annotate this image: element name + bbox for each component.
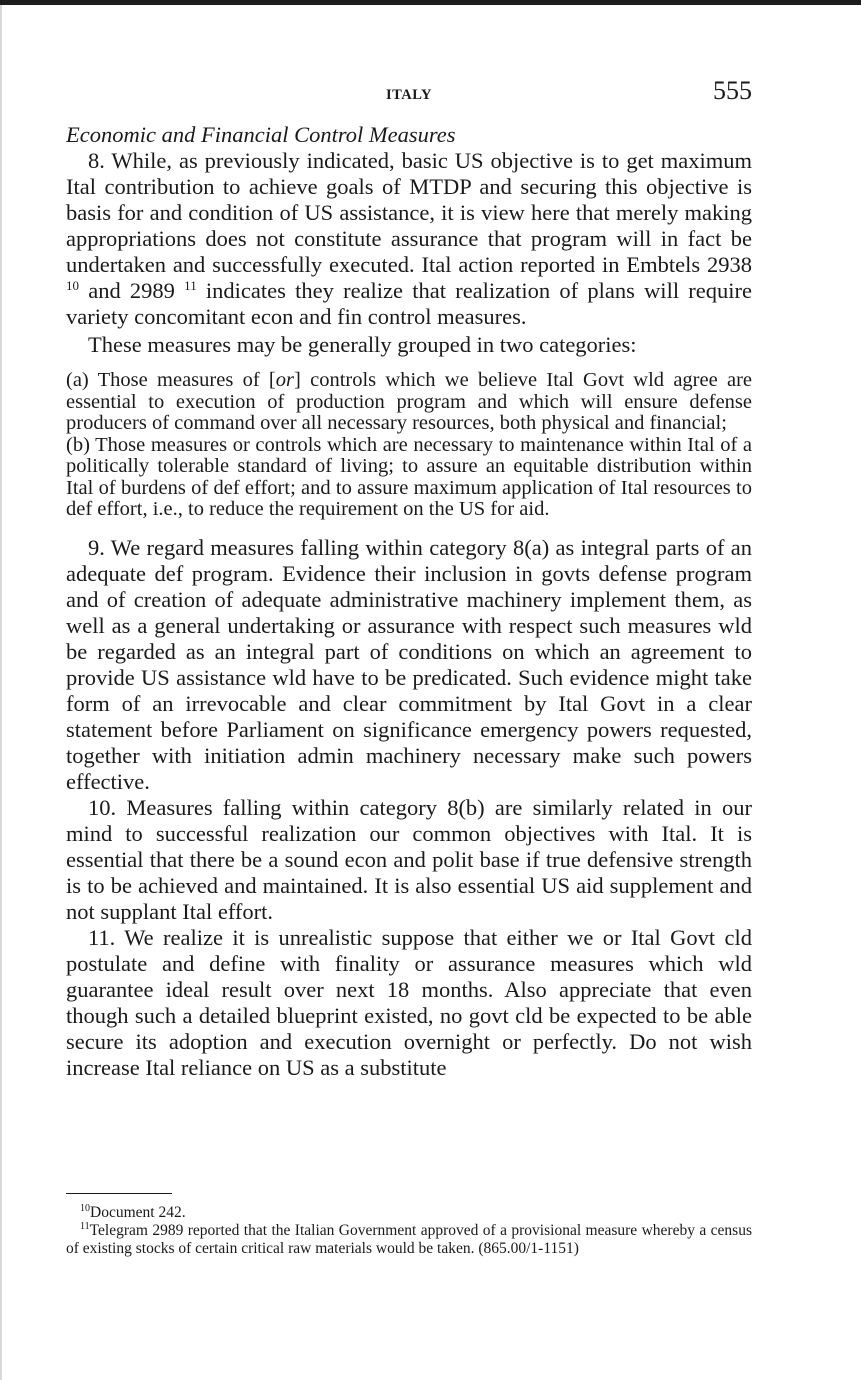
paragraph-categories-intro: These measures may be generally grouped in two categories: — [88, 332, 637, 357]
paragraph-8-text-b: and 2989 — [79, 278, 185, 303]
paragraph-8-text-c: indicates they realize that realization of plans will require variety concomitant econ and fin control measures. — [66, 278, 752, 329]
footnote-10-marker: 10 — [80, 1203, 90, 1214]
page-left-edge — [0, 5, 2, 1380]
page-top-edge — [0, 0, 861, 5]
running-title: ITALY — [385, 87, 433, 103]
category-a-before: (a) Those measures of [ — [66, 369, 276, 391]
paragraph-10: 10. Measures falling within category 8(b) are similarly related in our mind to successful realization our common objectives with Ital. It is essential that there be a sound econ and polit base if true defensive strength is to be achieved and maintained. It is also essential US aid supplement and not supplant Ital effort. — [66, 794, 752, 924]
paragraph-8-text-a: 8. While, as previously indicated, basic US objective is to get maximum Ital contribution to achieve goals of MTDP and securing this objective is basis for and condition of US assistance, it is view here that merely making appropriations does not constitute assurance that program will in fact be undertaken and successfully executed. Ital action reported in Embtels 2938 — [66, 148, 752, 277]
paragraph-11: 11. We realize it is unrealistic suppose that either we or Ital Govt cld postulate and define with finality or assurance measures which wld guarantee ideal result over next 18 months. Also appreciate that even though such a detailed blueprint existed, no govt cld be expected to be able secure its adoption and execution overnight or perfectly. Do not wish increase Ital reliance on US as a substitute — [66, 924, 752, 1080]
category-a-editorial-insert: or — [275, 369, 294, 391]
running-head — [66, 76, 752, 110]
paragraph-8 — [66, 148, 752, 330]
footnote-11-marker: 11 — [80, 1221, 90, 1232]
footnote-10-text: Document 242. — [90, 1204, 186, 1221]
footnote-ref-11: 11 — [184, 278, 197, 293]
footnotes — [66, 1204, 752, 1258]
footnote-11 — [66, 1222, 752, 1258]
document-page — [66, 76, 752, 1081]
footnote-rule — [66, 1193, 172, 1194]
category-a — [66, 370, 752, 435]
footnote-10 — [66, 1204, 752, 1222]
footnote-ref-10: 10 — [66, 278, 79, 293]
section-heading: Economic and Financial Control Measures — [66, 122, 456, 147]
category-b: (b) Those measures or controls which are necessary to maintenance within Ital of a politically tolerable standard of living; to assure an equitable distribution within Ital of burdens of def effort; and to assure maximum application of Ital resources to def effort, i.e., to reduce the requirement on the US for aid. — [66, 433, 752, 520]
page-number: 555 — [713, 76, 752, 105]
categories-extract — [66, 370, 752, 521]
footnote-11-text: Telegram 2989 reported that the Italian Government approved of a provisional measure whereby a census of existing stocks of certain critical raw materials would be taken. (865.00/1-1151) — [66, 1222, 752, 1257]
paragraph-9: 9. We regard measures falling within category 8(a) as integral parts of an adequate def program. Evidence their inclusion in govts defense program and of creation of adequate administrative machinery implement them, as well as a general undertaking or assurance with respect such measures wld be regarded as an integral part of conditions on which an agreement to provide US assistance wld have to be predicated. Such evidence might take form of an irrevocable and clear commitment by Ital Govt in a clear statement before Parliament on significance emergency powers requested, together with initiation admin machinery necessary make such powers effective. — [66, 534, 752, 794]
category-a-after: ] controls which we believe Ital Govt wld agree are essential to execution of production program and which will ensure defense producers of command over all necessary resources, both physical and financial; — [66, 369, 752, 434]
